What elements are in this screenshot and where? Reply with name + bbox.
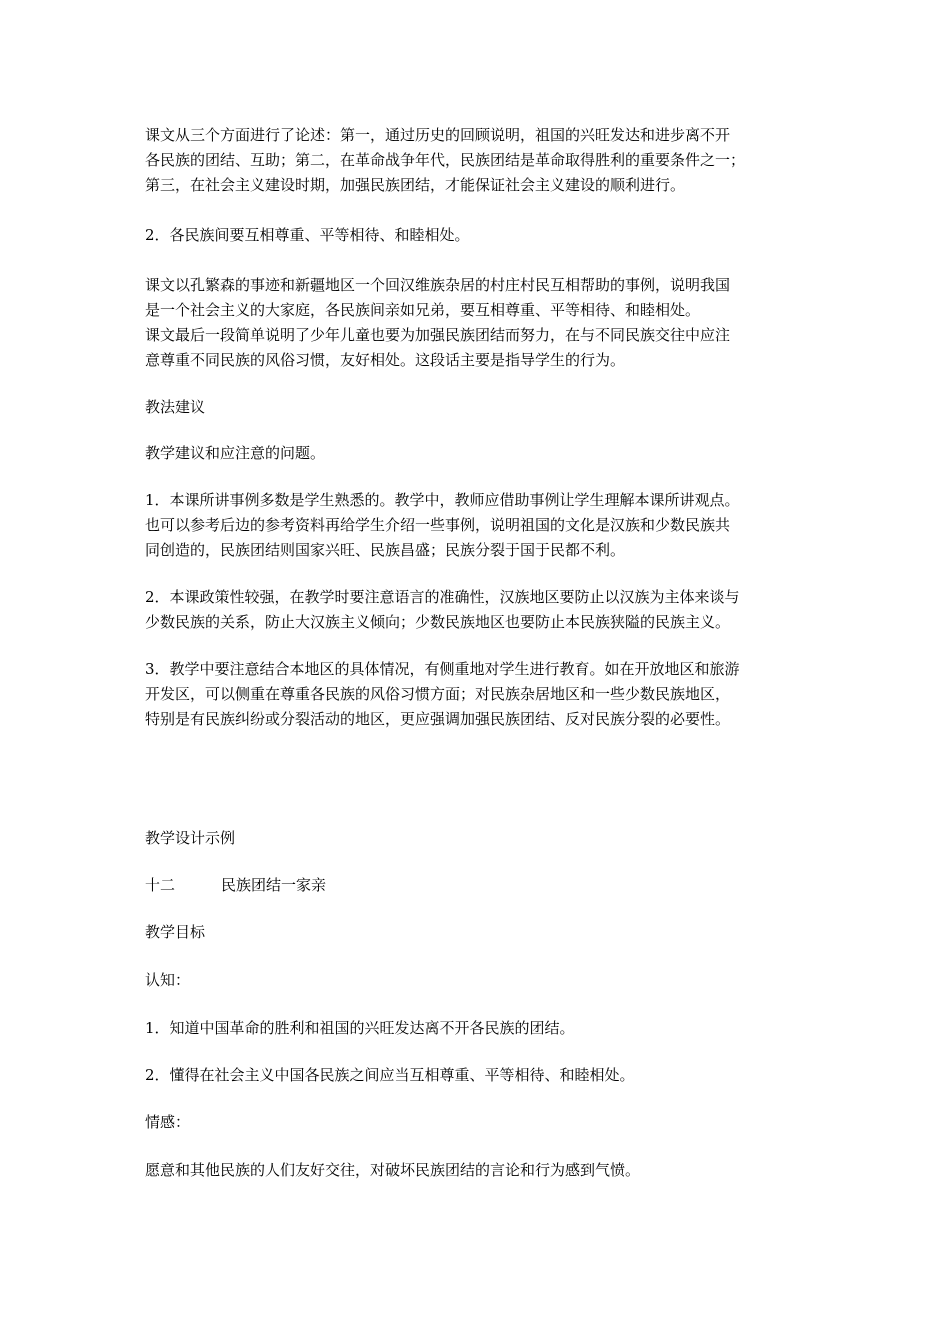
suggestion-3: 3．教学中要注意结合本地区的具体情况，有侧重地对学生进行教育。如在开放地区和旅游 开发区，可以侧重在尊重各民族的风俗习惯方面；对民族杂居地区和一些少数民族地区， 特别是有民族纠纷或分裂活动的地区，更应强调加强民族团结、反对民族分裂的必要性。 [145, 660, 740, 728]
suggestion-1: 1．本课所讲事例多数是学生熟悉的。教学中，教师应借助事例让学生理解本课所讲观点。 也可以参考后边的参考资料再给学生介绍一些事例，说明祖国的文化是汉族和少数民族共 同创造的，民族团结则国家兴旺、民族昌盛；民族分裂于国于民都不利。 [145, 491, 740, 559]
heading-teaching-goals: 教学目标 [145, 923, 206, 941]
heading-cognition: 认知： [145, 971, 191, 989]
cognition-goal-1: 1．知道中国革命的胜利和祖国的兴旺发达离不开各民族的团结。 [145, 1019, 575, 1037]
lesson-title [145, 873, 815, 898]
paragraph-three-aspects: 课文从三个方面进行了论述：第一，通过历史的回顾说明，祖国的兴旺发达和进步离不开 各民族的团结、互助；第二，在革命战争年代，民族团结是革命取得胜利的重要条件之一； 第三，在社会主义建设时期，加强民族团结，才能保证社会主义建设的顺利进行。 [145, 126, 746, 194]
paragraph-kong-fansen: 课文以孔繁森的事迹和新疆地区一个回汉维族杂居的村庄村民互相帮助的事例，说明我国 是一个社会主义的大家庭，各民族间亲如兄弟，要互相尊重、平等相待、和睦相处。 课文最后一段简单说明了少年儿童也要为加强民族团结而努力，在与不同民族交往中应注 意尊重不同民族的风俗习惯，友好相处。这段话主要是指导学生的行为。 [145, 276, 731, 369]
section-heading-design-example: 教学设计示例 [145, 829, 236, 847]
lesson-name: 民族团结一家亲 [221, 876, 327, 894]
emotion-goal: 愿意和其他民族的人们友好交往，对破坏民族团结的言论和行为感到气愤。 [145, 1161, 641, 1179]
cognition-goal-2: 2．懂得在社会主义中国各民族之间应当互相尊重、平等相待、和睦相处。 [145, 1066, 635, 1084]
section-heading-teaching-method: 教法建议 [145, 398, 206, 416]
lesson-number: 十二 [145, 876, 176, 894]
suggestion-2: 2．本课政策性较强，在教学时要注意语言的准确性，汉族地区要防止以汉族为主体来谈与 少数民族的关系，防止大汉族主义倾向；少数民族地区也要防止本民族狭隘的民族主义。 [145, 588, 740, 631]
subheading-teaching-suggestions: 教学建议和应注意的问题。 [145, 444, 326, 462]
heading-emotion: 情感： [145, 1113, 191, 1131]
point-2-heading: 2．各民族间要互相尊重、平等相待、和睦相处。 [145, 226, 470, 244]
